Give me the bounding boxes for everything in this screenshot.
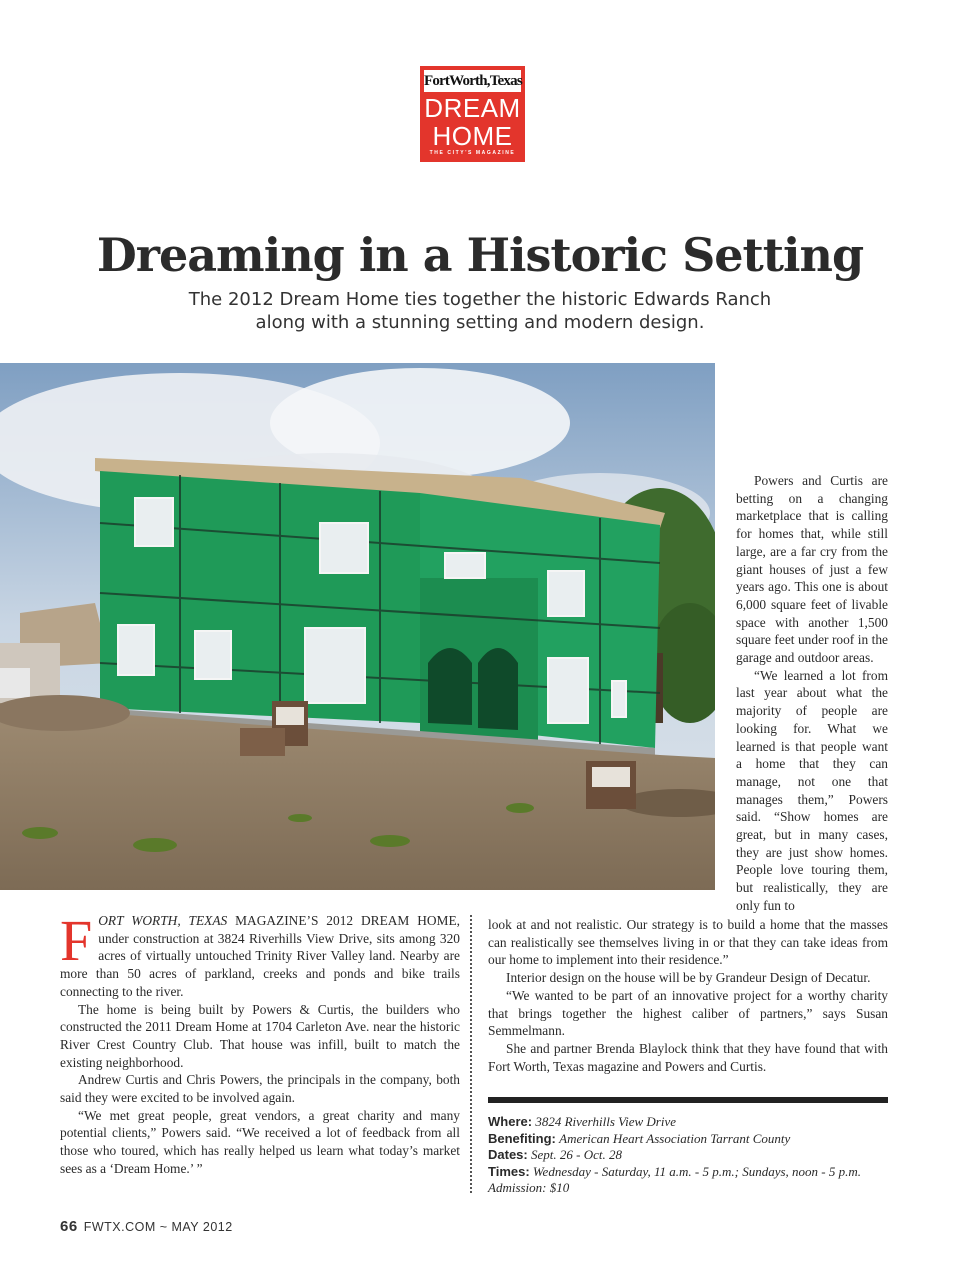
column-right-narrow [736,472,888,915]
paragraph-4: “We met great people, great vendors, a great charity and many potential clients,” Powers said. “We received a lot of feedback from all those who toured, which has really helped us learn what today’s market sees as a ‘Dream Home.’ ” [60,1107,460,1176]
dates-label: Dates: [488,1147,528,1162]
info-rule [488,1097,888,1103]
where-value: 3824 Riverhills View Drive [535,1114,677,1129]
info-benefiting [488,1131,898,1148]
where-label: Where: [488,1114,533,1129]
column-left [60,908,460,1178]
paragraph-6-continued: look at and not realistic. Our strategy is to build a home that the masses can realistically see themselves living in or that they can take ideas from our home to implement into their residence.” [488,917,888,968]
paragraph-3: Andrew Curtis and Chris Powers, the principals in the company, both said they were excited to be involved again. [60,1072,460,1106]
benefiting-label: Benefiting: [488,1130,556,1146]
deck [160,288,800,334]
paragraph-8: “We wanted to be part of an innovative project for a worthy charity that brings together the highest caliber of partners,” says Susan Semmelmann. [488,987,888,1039]
times-value: Wednesday - Saturday, 11 a.m. - 5 p.m.; Sundays, noon - 5 p.m. [532,1163,862,1179]
deck-line-2: along with a stunning setting and modern design. [255,312,705,333]
lead-caps: ORT WORTH, TEXAS [98,913,228,928]
paragraph-9: She and partner Brenda Blaylock think that they have found that with Fort Worth, Texas magazine and Powers and Curtis. [488,1040,888,1074]
times-label: Times: [488,1163,530,1179]
magazine-logo [420,66,525,162]
paragraph-5: Powers and Curtis are betting on a changing marketplace that is calling for homes that, while still large, are a far cry from the giant houses of just a few years ago. This one is about 6,000 square feet of livable space with another 1,500 square feet under roof in the garage and outdoor areas. [736,473,888,666]
drop-cap: F [60,908,93,973]
admission-value: Admission: $10 [488,1180,570,1195]
logo-dream: DREAM [424,93,521,123]
paragraph-6: “We learned a lot from last year about what the majority of people are looking for. What we learned is that people want a home that they can manage, not one that manages them,” Powers said. “Show homes are great, but in many cases, they are just show homes. People love touring them, but realistically, they are only fun to [736,667,888,913]
info-dates [488,1147,898,1164]
column-divider [470,915,472,1193]
paragraph-7: Interior design on the house will be by Grandeur Design of Decatur. [506,970,871,986]
deck-line-1: The 2012 Dream Home ties together the historic Edwards Ranch [188,289,772,310]
paragraph-1 [60,908,460,1001]
info-admission [488,1180,898,1197]
dates-value: Sept. 26 - Oct. 28 [531,1147,622,1162]
info-where [488,1114,898,1131]
house-illustration [0,363,715,890]
event-info [488,1114,898,1197]
logo-home: HOME [432,121,513,151]
column-right-wide [488,916,888,1075]
logo-tagline: THE CITY'S MAGAZINE [429,150,516,156]
paragraph-2: The home is being built by Powers & Curtis, the builders who constructed the 2011 Dream Home at 1704 Carleton Ave. near the historic River Crest Country Club. That house was infill, built to match the existing neighborhood. [60,1001,460,1070]
page-footer [60,1218,233,1235]
logo-brand: FortWorth,Texas [424,70,521,92]
footer-text: FWTX.COM ~ MAY 2012 [83,1220,233,1234]
info-times [488,1164,898,1181]
headline: Dreaming in a Historic Setting [96,228,864,282]
page-number: 66 [60,1218,78,1235]
benefiting-value: American Heart Association Tarrant County [559,1130,791,1146]
house-photo [0,363,715,890]
paragraph-1-text: MAGAZINE’S 2012 DREAM HOME, under construction at 3824 Riverhills View Drive, sits among 320 acres of virtually untouched Trinity River Valley land. Nearby are more than 50 acres of parkland, creeks and ponds and bike trails connecting to the river. [60,913,460,999]
